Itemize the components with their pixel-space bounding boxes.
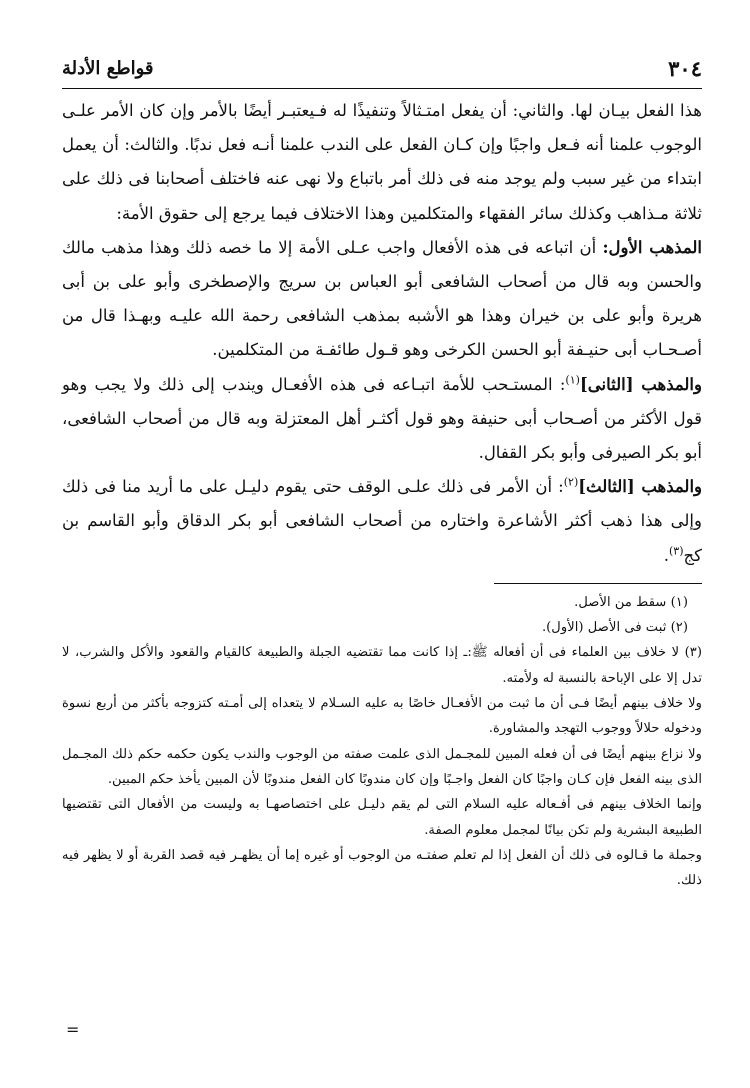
footnotes (62, 590, 702, 894)
book-page (62, 52, 702, 893)
footnote-1: (١) سقط من الأصل. (574, 594, 688, 610)
footnote-3-para-5: وجملة ما قـالوه فى ذلك أن الفعل إذا لم تعلم صفتـه من الوجوب أو غيره إما أن يظهـر فيه قصد القربة أو لا يظهر فيه ذلك. (62, 847, 702, 889)
third-madhhab-title: والمذهب [الثالث] (578, 477, 702, 497)
footnote-3-para-2: ولا خلاف بينهم أيضًا فـى أن ما ثبت من الأفعـال خاصًا به عليه السـلام لا يتعداه إلى أمـته كتزوجه بأكثر من أربع نسوة ودخوله حلالاً ووجوب التهجد والمشاورة. (62, 696, 702, 737)
first-madhhab-paragraph (62, 231, 702, 368)
footnote-2: (٢) ثبت فى الأصل (الأول). (541, 620, 688, 636)
page-number: ٣٠٤ (668, 56, 702, 81)
running-title: قواطع الأدلة (62, 58, 154, 79)
first-madhhab-title: المذهب الأول: (602, 237, 702, 257)
footnote-3-para-4: وإنما الخلاف بينهم فى أفـعاله عليه السلام التى لم يقم دليـل على اختصاصهـا به وليست من الأفعال التى تقتضيها الطبيعة البشرية ولم تكن بيانًا لمجمل معلوم الصفة. (62, 797, 702, 838)
footnote-separator (494, 583, 702, 584)
footnote-ref-3: (٣) (668, 544, 684, 558)
second-madhhab-text: : المستـحب للأمة اتبـاعه فى هذه الأفعـال ويندب إلى ذلك ولا يجب وهو قول الأكثر من أصـحاب أبى حنيفة وهو قول أكثـر أهل المعتزلة وبه قال من أصحاب الشافعى، أبو بكر الصيرفى وأبو بكر القفال. (62, 374, 702, 463)
footnote-ref-1: (١) (565, 373, 580, 387)
first-madhhab-text: أن اتباعه فى هذه الأفعال واجب عـلى الأمة إلا ما خصه ذلك وهذا مذهب مالك والحسن وبه قال من أصحاب الشافعى أبو العباس بن سريج والإصطخرى وأبو على بن أبى هريرة وأبو على بن خيران وهذا هو الأشبه بمذهب الشافعى رحمة الله عليـه وبهـذا قال من أصـحـاب أبى حنيـفة أبو الحسن الكرخى وهو قـول طائفـة من المتكلمين. (62, 237, 702, 360)
third-madhhab-text: : أن الأمر فى ذلك علـى الوقف حتى يقوم دليـل على ما أريد منا فى ذلك وإلى هذا ذهب أكثر الأشاعرة واختاره من أصحاب الشافعى أبو بكر الدقاق وأبو القاسم بن كج (62, 477, 702, 565)
footnote-3: (٣) لا خلاف بين العلماء فى أن أفعاله ﷺ:ـ إذا كانت مما تقتضيه الجبلة والطبيعة كالقيام والقعود والأكل والشرب، لا تدل إلا على الإباحة بالنسبة له ولأمته. (62, 645, 702, 686)
third-madhhab-paragraph (62, 470, 702, 573)
footnote-ref-2: (٢) (563, 475, 579, 489)
third-madhhab-end: . (663, 545, 669, 565)
header-rule (62, 88, 702, 89)
footnote-3-para-3: ولا نزاع بينهم أيضًا فى أن فعله المبين للمجـمل الذى علمت صفته من الوجوب والندب يكون حكمه حكم ذلك المجـمل الذى بينه الفعل فإن كـان واجبًا كان الفعل واجـبًا وإن كان مندوبًا كان الفعل مندوبًا لأن المبين يأخذ حكم المبين. (62, 746, 702, 787)
page-header (62, 52, 702, 86)
continuation-mark: = (66, 1020, 80, 1039)
second-madhhab-title: والمذهب [الثانى] (579, 374, 702, 394)
second-madhhab-paragraph (62, 368, 702, 471)
main-text (62, 94, 702, 573)
intro-paragraph: هذا الفعل بيـان لها. والثاني: أن يفعل امتـثالاً وتنفيذًا له فـيعتبـر أيضًا بالأمر وإن كان الأمر علـى الوجوب علمنا أنه فـعل واجبًا وإن كـان الفعل على الندب علمنا أنـه فعل ندبًا. والثالث: أن يعمل ابتداء من غير سبب ولم يوجد منه فى ذلك أمر باتباع ولا نهى عنه فاختلف أصحابنا فى ذلك على ثلاثة مـذاهب وكذلك سائر الفقهاء والمتكلمين وهذا الاختلاف فيما يرجع إلى حقوق الأمة: (62, 101, 702, 223)
